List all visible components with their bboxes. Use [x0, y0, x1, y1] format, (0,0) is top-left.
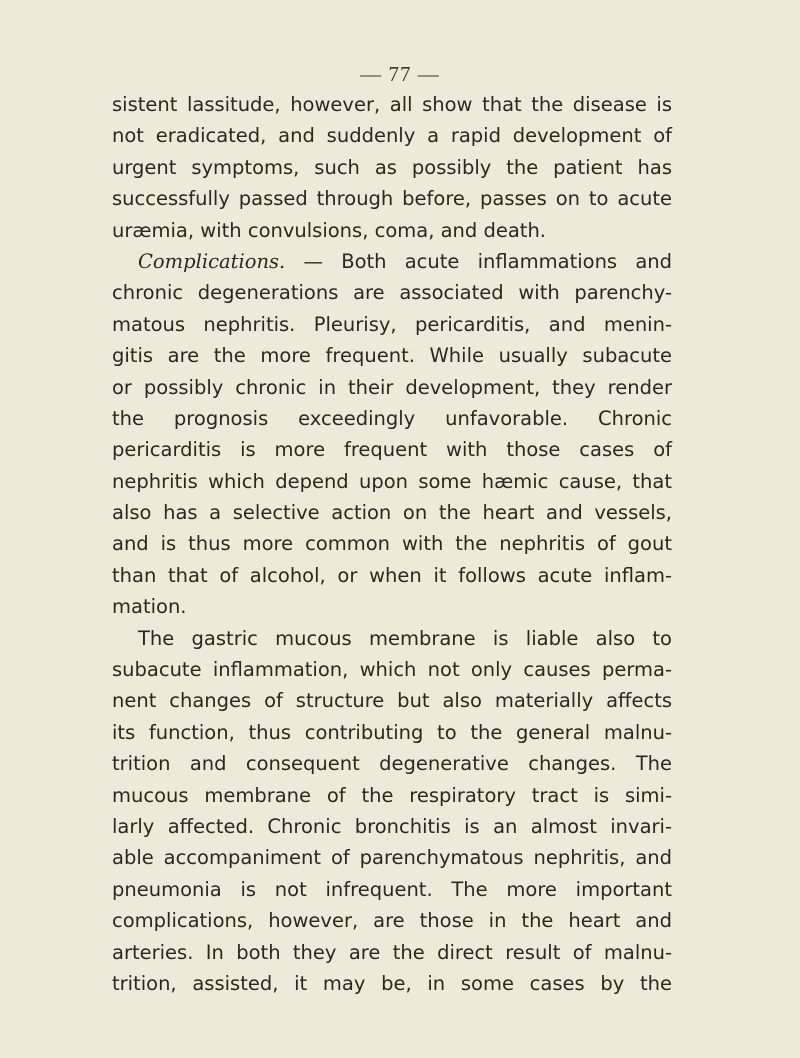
text-line: pneumonia is not infrequent. The more important	[112, 877, 672, 901]
text-line: chronic degenerations are associated with parenchy-	[112, 281, 672, 305]
text-line: its function, thus contributing to the general malnu-	[112, 720, 672, 744]
text-line: trition and consequent degenerative changes. The	[112, 752, 672, 776]
text-line: or possibly chronic in their development, they render	[112, 375, 672, 399]
text-line: urgent symptoms, such as possibly the patient has	[112, 155, 672, 179]
text-line: nent changes of structure but also materially affects	[112, 689, 672, 713]
text-line: larly affected. Chronic bronchitis is an almost invari-	[112, 814, 672, 838]
text-line: complications, however, are those in the heart and	[112, 909, 672, 933]
text-line: pericarditis is more frequent with those cases of	[112, 438, 672, 462]
text-line: than that of alcohol, or when it follows acute inflam-	[112, 563, 672, 587]
text-line: arteries. In both they are the direct result of malnu-	[112, 940, 672, 964]
text-line: The gastric mucous membrane is liable also to	[138, 626, 672, 650]
text-line: successfully passed through before, passes on to acute	[112, 187, 672, 211]
text-line: matous nephritis. Pleurisy, pericarditis, and menin-	[112, 312, 672, 336]
text-line: nephritis which depend upon some hæmic cause, that	[112, 469, 672, 493]
text-line-complications	[112, 246, 672, 277]
body-text	[112, 89, 672, 999]
text-line: able accompaniment of parenchymatous nephritis, and	[112, 846, 672, 870]
text-line: sistent lassitude, however, all show that the disease is	[112, 93, 672, 116]
section-heading-complications: Complications.	[138, 249, 286, 273]
text-line: not eradicated, and suddenly a rapid development of	[112, 124, 672, 148]
text-line: mucous membrane of the respiratory tract is simi-	[112, 783, 672, 807]
page-number: — 77 —	[360, 62, 440, 86]
text-line: trition, assisted, it may be, in some cases by the	[112, 971, 672, 995]
text-line-continuation: — Both acute inflammations and	[285, 249, 672, 273]
text-line: and is thus more common with the nephritis of gout	[112, 532, 672, 556]
text-line: the prognosis exceedingly unfavorable. Chronic	[112, 406, 672, 430]
text-line: gitis are the more frequent. While usually subacute	[112, 344, 672, 368]
text-line: also has a selective action on the heart and vessels,	[112, 501, 672, 525]
text-line: mation.	[112, 595, 187, 619]
text-line: subacute inflammation, which not only causes perma-	[112, 658, 672, 682]
text-line: uræmia, with convulsions, coma, and death.	[112, 218, 547, 242]
